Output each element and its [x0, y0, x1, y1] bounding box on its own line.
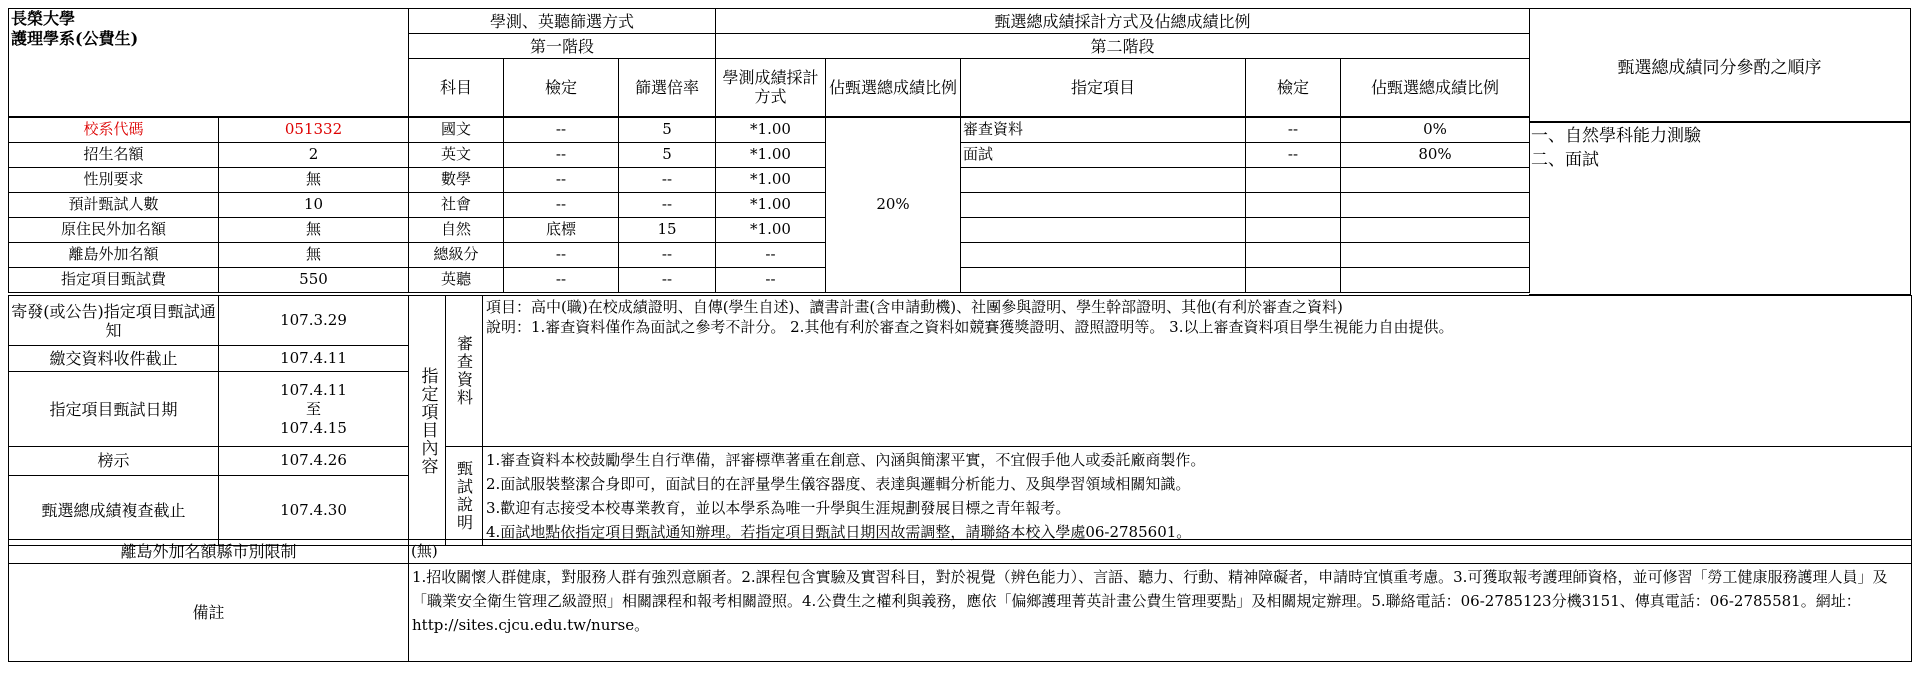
department-name: 護理學系(公費生) [11, 29, 139, 48]
admission-overview-table [8, 8, 1530, 293]
info-value: 550 [219, 267, 409, 292]
stage2-weight: 0% [1341, 117, 1530, 143]
stage1-check: -- [504, 192, 619, 217]
stage1-subject: 國文 [409, 117, 504, 143]
stage1-calc: -- [716, 267, 826, 292]
exam-line: 2.面試服裝整潔合身即可，面試目的在評量學生儀容器度、表達與邏輯分析能力、及與學習領域相關知識。 [486, 475, 1191, 493]
info-value: 2 [219, 142, 409, 167]
col-check2: 檢定 [1246, 59, 1341, 117]
stage2-check: -- [1246, 142, 1341, 167]
info-label: 性別要求 [9, 167, 219, 192]
date-range [219, 372, 409, 447]
exam-line: 3.歡迎有志接受本校專業教育，並以本學系為唯一升學與生涯規劃發展目標之青年報考。 [486, 499, 1071, 517]
stage1-ratio: -- [619, 242, 716, 267]
exam-label: 甄試說明 [446, 447, 483, 546]
stage1-calc: *1.00 [716, 167, 826, 192]
stage1-ratio: 5 [619, 117, 716, 143]
stage2-empty [1341, 192, 1530, 217]
stage2-empty [961, 167, 1246, 192]
stage2-empty [961, 217, 1246, 242]
tiebreak-order-panel [1529, 8, 1911, 295]
island-limit-value: (無) [409, 540, 1912, 564]
stage1-check: -- [504, 267, 619, 292]
exam-description [483, 447, 1912, 546]
date-to: 107.4.15 [280, 418, 347, 437]
stage2-empty [1246, 192, 1341, 217]
date-from: 107.4.11 [280, 380, 347, 399]
stage1-subject: 英聽 [409, 267, 504, 292]
stage1-weight: 20% [826, 117, 961, 293]
date-value: 107.4.30 [219, 475, 409, 545]
remarks-table [8, 539, 1912, 662]
stage2-empty [1341, 242, 1530, 267]
stage2-empty [1341, 267, 1530, 292]
exam-line: 1.審查資料本校鼓勵學生自行準備，評審標準著重在創意、內涵與簡潔平實，不宜假手他人或委託廠商製作。 [486, 451, 1206, 469]
date-label: 繳交資料收件截止 [9, 346, 219, 372]
stage2-empty [1246, 167, 1341, 192]
stage2-empty [1341, 167, 1530, 192]
stage1-subject: 英文 [409, 142, 504, 167]
stage2-empty [1246, 217, 1341, 242]
stage1-calc: -- [716, 242, 826, 267]
info-label: 指定項目甄試費 [9, 267, 219, 292]
stage1-calc: *1.00 [716, 217, 826, 242]
col-calc: 學測成績採計方式 [716, 59, 826, 117]
screening-method-header: 學測、英聽篩選方式 [409, 9, 716, 34]
date-label: 寄發(或公告)指定項目甄試通知 [9, 296, 219, 346]
info-value: 051332 [219, 117, 409, 143]
stage1-subject: 總級分 [409, 242, 504, 267]
date-label: 指定項目甄試日期 [9, 372, 219, 447]
tiebreak-order-item: 一、自然學科能力測驗 [1531, 126, 1701, 146]
remarks-text: 1.招收關懷人群健康，對服務人群有強烈意願者。2.課程包含實驗及實習科目，對於視覺（辨色能力）、言語、聽力、行動、精神障礙者，申請時宜慎重考慮。3.可獲取報考護理師資格，並可修習「勞工健康服務護理人員」及「職業安全衛生管理乙級證照」相關課程和報考相關證照。4.公費生之權利與義務，應依「偏鄉護理菁英計畫公費生管理要點」及相關規定辦理。5.聯絡電話：06-2785123分機3151、傳真電話：06-2785581。網址：http://sites.cjcu.edu.tw/nurse。 [409, 564, 1912, 662]
date-label: 榜示 [9, 447, 219, 476]
schedule-and-content-table [8, 295, 1912, 546]
info-label: 原住民外加名額 [9, 217, 219, 242]
info-label: 校系代碼 [9, 117, 219, 143]
stage2-check: -- [1246, 117, 1341, 143]
date-value: 107.4.11 [219, 346, 409, 372]
stage2-item: 審查資料 [961, 117, 1246, 143]
stage1-subject: 自然 [409, 217, 504, 242]
stage1-ratio: -- [619, 167, 716, 192]
tiebreak-order-list [1529, 123, 1910, 173]
content-section-label: 指定項目內容 [409, 296, 446, 546]
date-label: 甄選總成績複查截止 [9, 475, 219, 545]
remarks-label: 備註 [9, 564, 409, 662]
col-ratio: 篩選倍率 [619, 59, 716, 117]
stage1-header: 第一階段 [409, 34, 716, 59]
stage1-check: -- [504, 117, 619, 143]
stage2-header: 第二階段 [716, 34, 1530, 59]
review-items: 項目：高中(職)在校成績證明、自傳(學生自述)、讀書計畫(含申請動機)、社團參與證明、學生幹部證明、其他(有利於審查之資料) [486, 298, 1343, 316]
stage2-empty [961, 242, 1246, 267]
stage1-check: -- [504, 142, 619, 167]
island-limit-label: 離島外加名額縣市別限制 [9, 540, 409, 564]
stage2-empty [1246, 267, 1341, 292]
review-label: 審查資料 [446, 296, 483, 447]
stage1-ratio: 5 [619, 142, 716, 167]
review-note: 說明：1.審查資料僅作為面試之參考不計分。 2.其他有利於審查之資料如競賽獲獎證明、證照證明等。 3.以上審查資料項目學生視能力自由提供。 [486, 318, 1454, 336]
info-label: 離島外加名額 [9, 242, 219, 267]
stage1-calc: *1.00 [716, 117, 826, 143]
stage1-check: 底標 [504, 217, 619, 242]
stage2-empty [961, 192, 1246, 217]
stage1-subject: 社會 [409, 192, 504, 217]
stage1-check: -- [504, 242, 619, 267]
review-description [483, 296, 1912, 447]
stage2-item: 面試 [961, 142, 1246, 167]
stage1-ratio: 15 [619, 217, 716, 242]
stage1-ratio: -- [619, 192, 716, 217]
school-header [9, 9, 409, 117]
col-weight: 佔甄選總成績比例 [826, 59, 961, 117]
stage1-calc: *1.00 [716, 192, 826, 217]
stage1-calc: *1.00 [716, 142, 826, 167]
info-value: 無 [219, 167, 409, 192]
school-name: 長榮大學 [11, 9, 76, 28]
exam-method-header: 甄選總成績採計方式及佔總成績比例 [716, 9, 1530, 34]
stage2-empty [1246, 242, 1341, 267]
info-value: 無 [219, 242, 409, 267]
col-subject: 科目 [409, 59, 504, 117]
stage1-subject: 數學 [409, 167, 504, 192]
info-label: 招生名額 [9, 142, 219, 167]
date-value: 107.4.26 [219, 447, 409, 476]
col-item: 指定項目 [961, 59, 1246, 117]
stage1-ratio: -- [619, 267, 716, 292]
stage2-empty [1341, 217, 1530, 242]
stage2-empty [961, 267, 1246, 292]
tiebreak-order-item: 二、面試 [1531, 150, 1599, 170]
info-value: 10 [219, 192, 409, 217]
tiebreak-order-header: 甄選總成績同分參酌之順序 [1529, 9, 1910, 123]
stage1-check: -- [504, 167, 619, 192]
date-value: 107.3.29 [219, 296, 409, 346]
info-value: 無 [219, 217, 409, 242]
stage2-weight: 80% [1341, 142, 1530, 167]
info-label: 預計甄試人數 [9, 192, 219, 217]
exam-line: 4.面試地點依指定項目甄試通知辦理。若指定項目甄試日期因故需調整，請聯絡本校入學處06-2785601。 [486, 523, 1192, 541]
date-to-word: 至 [305, 399, 321, 418]
col-weight2: 佔甄選總成績比例 [1341, 59, 1530, 117]
col-check: 檢定 [504, 59, 619, 117]
